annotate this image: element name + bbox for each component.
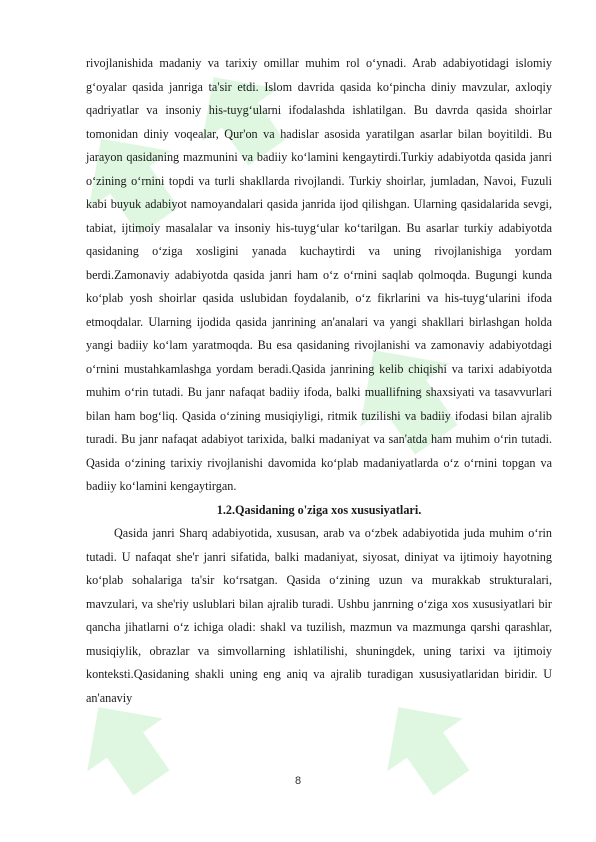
- section-heading: 1.2.Qasidaning o'ziga xos xususiyatlari.: [216, 502, 422, 517]
- paragraph-2: Qasida janri Sharq adabiyotida, xususan, arab va o‘zbek adabiyotida juda muhim o‘rin tutadi. U nafaqat she'r janri sifatida, balki madaniyat, siyosat, diniyat va ijtimoiy hayotning ko‘plab sohalariga ta'sir ko‘rsatgan. Qasida o‘zining uzun va murakkab strukturalari, mavzulari, va she'riy uslublari bilan ajralib turadi. Ushbu janrning o‘ziga xos xususiyatlari bir qancha jihatlarni o‘z ichiga oladi: shakl va tuzilish, mazmun va mazmunga qarshi qarashlar, musiqiylik, obrazlar va simvollarning ishlatilishi, shuningdek, uning tarixi va ijtimoiy konteksti.Qasidaning shakli uning eng aniq va ajralib turadigan xususiyatlaridan biridir. U an'anaviy: [86, 526, 552, 705]
- page-number: 8: [294, 775, 302, 787]
- paragraph-1: rivojlanishida madaniy va tarixiy omillar muhim rol o‘ynadi. Arab adabiyotidagi islomiy g‘oyalar qasida janriga ta'sir etdi. Islom davrida qasida ko‘pincha diniy mavzular, axloqiy qadriyatlar va insoniy his-tuyg‘ularni ifodalashda ishlatilgan. Bu davrda qasida shoirlar tomonidan diniy voqealar, Qur'on va hadislar asosida yaratilgan asarlar bilan boyitildi. Bu jarayon qasidaning mazmunini va badiiy ko‘lamini kengaytirdi.Turkiy adabiyotda qasida janri o‘zining o‘rnini topdi va turli shakllarda rivojlandi. Turkiy shoirlar, jumladan, Navoi, Fuzuli kabi buyuk adabiyot namoyandalari qasida janrida ijod qilishgan. Ularning qasidalarida sevgi, tabiat, ijtimoiy masalalar va insoniy his-tuyg‘ular ko‘tarilgan. Bu asarlar turkiy adabiyotda qasidaning o‘ziga xosligini yanada kuchaytirdi va uning rivojlanishiga yordam berdi.Zamonaviy adabiyotda qasida janri ham o‘z o‘rnini saqlab qolmoqda. Bugungi kunda ko‘plab yosh shoirlar qasida uslubidan foydalanib, o‘z fikrlarini va his-tuyg‘ularini ifoda etmoqdalar. Ularning ijodida qasida janrining an'analari va yangi shakllari birlashgan holda yangi badiiy ko‘lam yaratmoqda. Bu esa qasidaning rivojlanishi va zamonaviy adabiyotdagi o‘rnini mustahkamlashga yordam beradi.Qasida janrining kelib chiqishi va tarixi adabiyotda muhim o‘rin tutadi. Bu janr nafaqat badiiy ifoda, balki muallifning shaxsiyati va tasavvurlari bilan ham bog‘liq. Qasida o‘zining musiqiyligi, ritmik tuzilishi va badiiy ifodasi bilan ajralib turadi. Bu janr nafaqat adabiyot tarixida, balki madaniyat va san'atda ham muhim o‘rin tutadi. Qasida o‘zining tarixiy rivojlanishi davomida ko‘plab madaniyatlarda o‘z o‘rnini topgan va badiiy ko‘lamini kengaytirgan.: [86, 56, 552, 493]
- body-text: [86, 52, 552, 710]
